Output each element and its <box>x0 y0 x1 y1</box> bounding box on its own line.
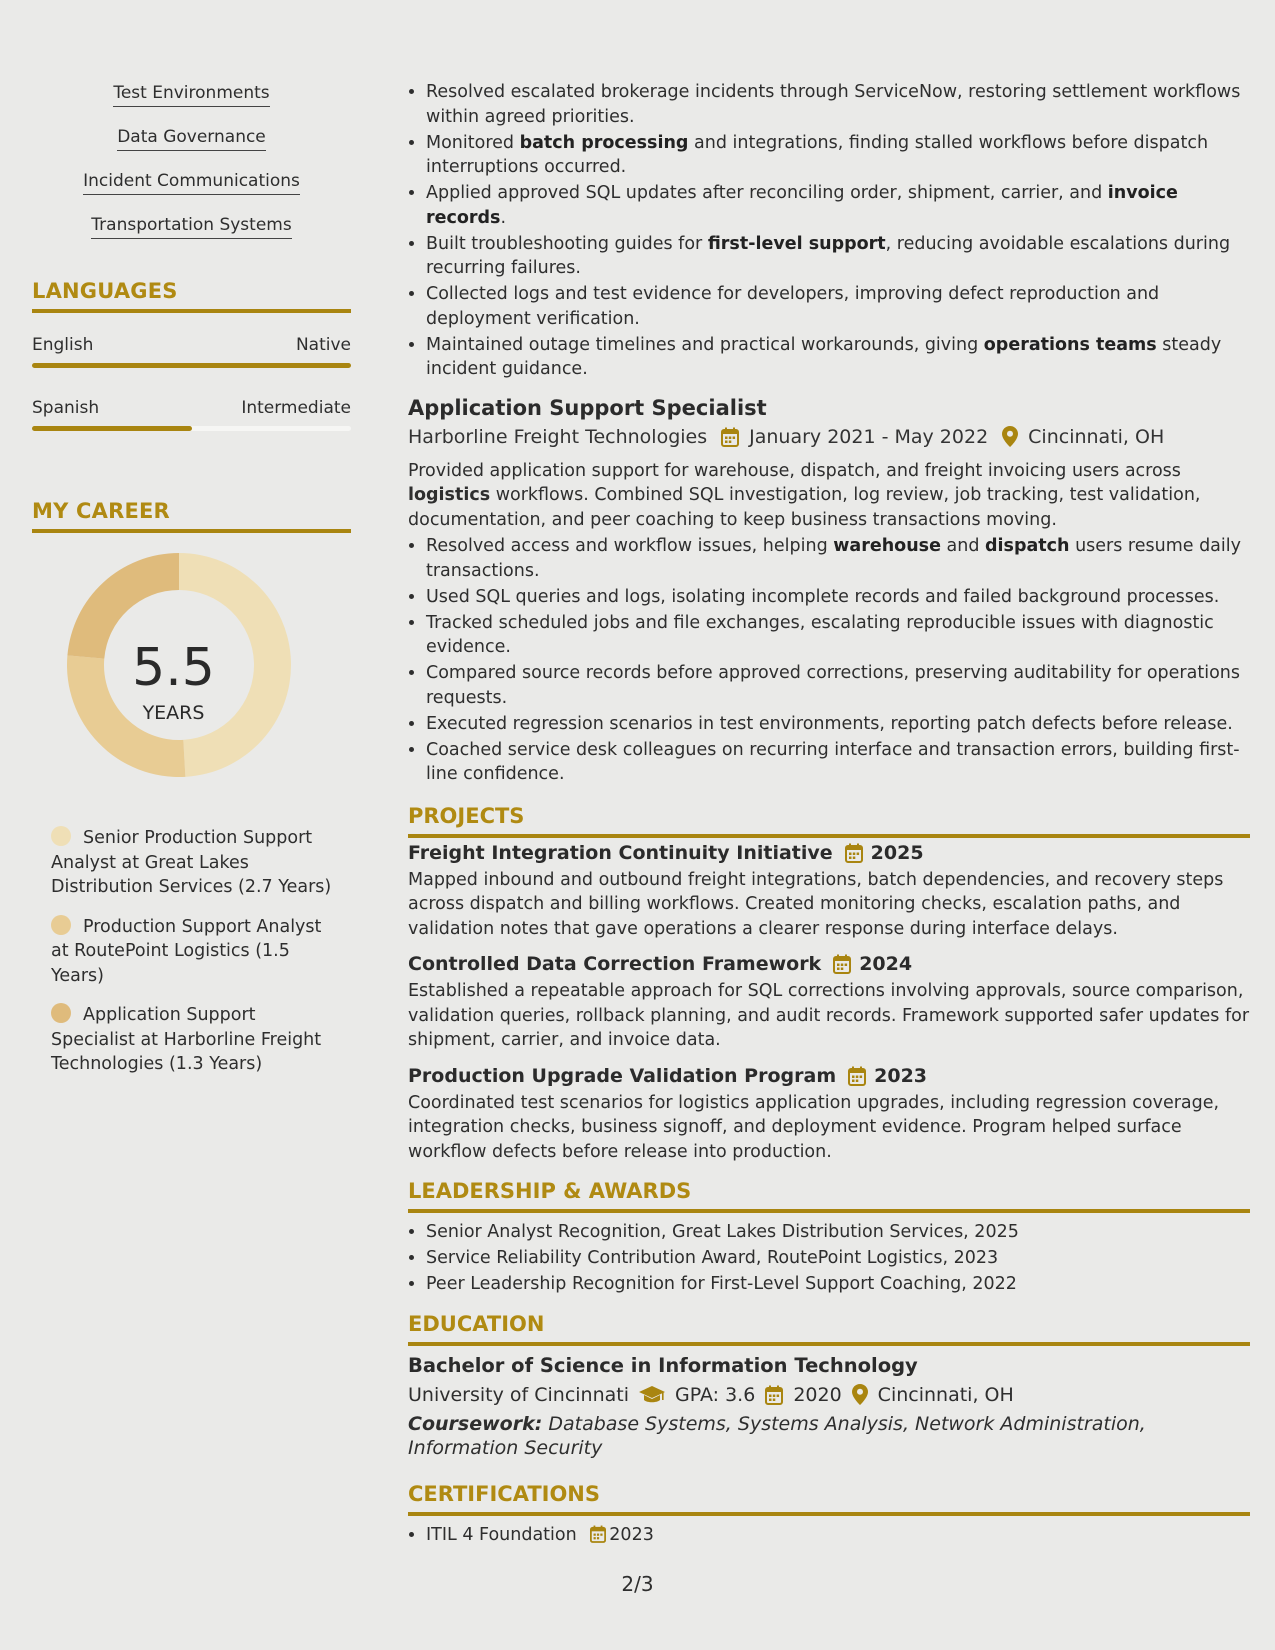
legend-dot <box>51 915 71 935</box>
project-entry <box>408 840 1250 942</box>
awards-list <box>408 1220 1250 1297</box>
career-legend <box>32 824 351 1077</box>
project-description: Coordinated test scenarios for logistics application upgrades, including regression coverage, integration checks, business signoff, and deployment evidence. Program helped surface workflow defects before release into production. <box>408 1092 1220 1162</box>
graduation-cap-icon <box>639 1386 665 1404</box>
skill-label: Test Environments <box>113 82 269 107</box>
location-pin-icon <box>1002 426 1018 447</box>
language-level: Native <box>295 335 351 355</box>
job-location: Cincinnati, OH <box>1028 425 1165 448</box>
career-legend-item <box>32 824 332 900</box>
language-proficiency-fill <box>32 426 192 431</box>
bullet-item: • Compared source records before approved corrections, preserving auditability for operations requests. <box>426 661 1250 710</box>
project-year: 2023 <box>874 1064 928 1087</box>
projects-list <box>408 840 1250 1165</box>
career-unit: YEARS <box>142 702 205 724</box>
project-entry <box>408 951 1250 1053</box>
bullet-item: • Used SQL queries and logs, isolating incomplete records and failed background processes. <box>426 585 1250 610</box>
skill-item <box>32 126 351 151</box>
page-number: 2/3 <box>621 1572 654 1596</box>
skills-list <box>32 82 351 239</box>
bullet-item: • Built troubleshooting guides for first-level support, reducing avoidable escalations during recurring failures. <box>426 232 1250 281</box>
certifications-list <box>408 1523 1250 1551</box>
job-meta <box>408 423 1250 451</box>
calendar-icon <box>833 954 851 974</box>
projects-heading: PROJECTS <box>408 803 1250 838</box>
legend-label: Application Support Specialist at Harborline Freight Technologies (1.3 Years) <box>51 1005 322 1074</box>
education-entry <box>408 1353 1250 1461</box>
skill-label: Incident Communications <box>83 170 300 195</box>
legend-dot <box>51 826 71 846</box>
calendar-icon <box>590 1525 606 1551</box>
career-heading: MY CAREER <box>32 497 351 533</box>
bullet-item: • Resolved escalated brokerage incidents through ServiceNow, restoring settlement workflows within agreed priorities. <box>426 80 1250 129</box>
education-degree: Bachelor of Science in Information Technology <box>408 1353 918 1377</box>
right-column <box>408 80 1250 1552</box>
project-title-row <box>408 951 1250 977</box>
language-row <box>32 333 351 357</box>
bullet-item: • Applied approved SQL updates after reconciling order, shipment, carrier, and invoice records. <box>426 181 1250 230</box>
coursework-label: Coursework: <box>408 1412 543 1435</box>
education-year: 2020 <box>793 1383 842 1406</box>
education-gpa: GPA: 3.6 <box>675 1383 756 1406</box>
award-item: • Senior Analyst Recognition, Great Lakes Distribution Services, 2025 <box>426 1220 1250 1245</box>
languages-section <box>32 277 351 431</box>
project-name: Freight Integration Continuity Initiative <box>408 841 833 864</box>
award-item: • Peer Leadership Recognition for First-Level Support Coaching, 2022 <box>426 1272 1250 1297</box>
skill-item <box>32 170 351 195</box>
career-total: 5.5 <box>132 638 215 698</box>
project-title-row <box>408 840 1250 866</box>
project-description: Mapped inbound and outbound freight integrations, batch dependencies, and recovery steps across dispatch and billing workflows. Created monitoring checks, escalation paths, and validation notes that gave operations a clearer response during interface delays. <box>408 869 1224 939</box>
language-name: English <box>32 335 94 355</box>
language-level: Intermediate <box>241 398 351 418</box>
award-item: • Service Reliability Contribution Award, RoutePoint Logistics, 2023 <box>426 1246 1250 1271</box>
coursework-list: Database Systems, Systems Analysis, Network Administration, Information Security <box>408 1412 1146 1459</box>
language-name: Spanish <box>32 398 100 418</box>
career-legend-item <box>32 913 332 989</box>
education-coursework <box>408 1412 1250 1461</box>
certification-item <box>426 1523 1250 1551</box>
calendar-icon <box>848 1066 866 1086</box>
education-location: Cincinnati, OH <box>877 1383 1014 1406</box>
skill-label: Transportation Systems <box>91 214 291 239</box>
languages-heading: LANGUAGES <box>32 277 351 313</box>
bullet-item: • Collected logs and test evidence for developers, improving defect reproduction and deployment verification. <box>426 282 1250 331</box>
career-section <box>32 497 351 1077</box>
skill-item <box>32 82 351 107</box>
awards-heading: LEADERSHIP & AWARDS <box>408 1178 1250 1213</box>
legend-label: Senior Production Support Analyst at Great Lakes Distribution Services (2.7 Years) <box>51 828 332 897</box>
bullet-item: • Monitored batch processing and integrations, finding stalled workflows before dispatch interruptions occurred. <box>426 131 1250 180</box>
job-title: Application Support Specialist <box>408 395 767 420</box>
project-name: Controlled Data Correction Framework <box>408 953 822 975</box>
language-row <box>32 396 351 420</box>
job-summary: Provided application support for warehouse, dispatch, and freight invoicing users across logistics workflows. Combined SQL investigation, log review, job tracking, test validation, documentation, and peer coaching to keep business transactions moving. <box>408 460 1201 530</box>
skill-item <box>32 214 351 239</box>
legend-dot <box>51 1003 71 1023</box>
language-proficiency-fill <box>32 363 351 368</box>
legend-label: Production Support Analyst at RoutePoint Logistics (1.5 Years) <box>51 916 322 986</box>
certification-year: 2023 <box>609 1524 654 1545</box>
project-description: Established a repeatable approach for SQL corrections involving approvals, source comparison, validation queries, rollback planning, and audit records. Framework supported safer updates for shipment, carrier, and invoice data. <box>408 981 1250 1050</box>
language-proficiency-bar <box>32 363 351 368</box>
project-year: 2024 <box>859 953 913 975</box>
education-school: University of Cincinnati <box>408 1383 630 1406</box>
career-legend-item <box>32 1001 332 1077</box>
calendar-icon <box>765 1385 783 1405</box>
left-column <box>32 82 351 1077</box>
career-donut-chart <box>32 533 351 813</box>
language-proficiency-bar <box>32 426 351 431</box>
calendar-icon <box>845 843 863 863</box>
bullet-item: • Resolved access and workflow issues, helping warehouse and dispatch users resume daily transactions. <box>426 534 1250 583</box>
job-company: Harborline Freight Technologies <box>408 425 708 448</box>
job-entry <box>408 394 1250 787</box>
education-meta <box>408 1381 1250 1409</box>
skill-label: Data Governance <box>117 126 266 151</box>
project-name: Production Upgrade Validation Program <box>408 1064 837 1087</box>
job-bullets <box>408 534 1250 787</box>
previous-job-bullets <box>408 80 1250 382</box>
calendar-icon <box>721 427 739 447</box>
bullet-item: • Coached service desk colleagues on recurring interface and transaction errors, building first-line confidence. <box>426 738 1250 787</box>
project-title-row <box>408 1063 1250 1089</box>
project-year: 2025 <box>870 841 924 864</box>
education-heading: EDUCATION <box>408 1311 1250 1346</box>
project-entry <box>408 1063 1250 1165</box>
certifications-heading: CERTIFICATIONS <box>408 1481 1250 1516</box>
bullet-item: • Executed regression scenarios in test environments, reporting patch defects before release. <box>426 712 1250 737</box>
languages-list <box>32 333 351 431</box>
bullet-item: • Tracked scheduled jobs and file exchanges, escalating reproducible issues with diagnostic evidence. <box>426 611 1250 660</box>
certification-name: ITIL 4 Foundation <box>426 1524 577 1545</box>
bullet-item: • Maintained outage timelines and practical workarounds, giving operations teams steady incident guidance. <box>426 333 1250 382</box>
location-pin-icon <box>852 1384 868 1405</box>
job-dates: January 2021 - May 2022 <box>749 425 989 448</box>
